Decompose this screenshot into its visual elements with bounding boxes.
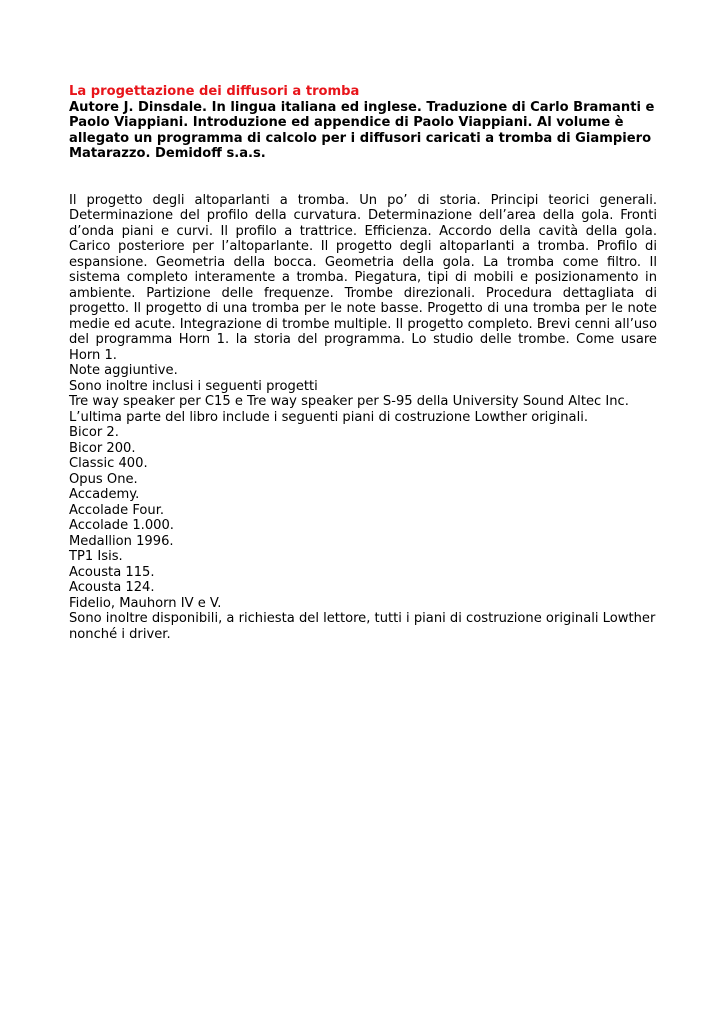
closing-paragraph: Sono inoltre disponibili, a richiesta del lettore, tutti i piani di costruzione originali Lowther nonché i driver. <box>69 611 656 642</box>
plan-item: Classic 400. <box>69 456 148 471</box>
authors-credits: Autore J. Dinsdale. In lingua italiana ed inglese. Traduzione di Carlo Bramanti e Paolo Viappiani. Introduzione ed appendice di Paolo Viappiani. Al volume è allegato un programma di calcolo per i diffusori caricati a tromba di Giampiero Matarazzo. Demidoff s.a.s. <box>69 99 655 161</box>
plans-intro: L’ultima parte del libro include i seguenti piani di costruzione Lowther originali. <box>69 409 589 425</box>
plan-item: Bicor 2. <box>69 425 119 440</box>
plan-item: Fidelio, Mauhorn IV e V. <box>69 595 222 611</box>
plan-item: Acousta 115. <box>69 564 155 580</box>
plan-item: Opus One. <box>69 471 138 487</box>
plan-item: Medallion 1996. <box>69 533 174 549</box>
plan-item: Accademy. <box>69 487 140 502</box>
plan-item: TP1 Isis. <box>69 549 123 564</box>
plan-item: Acousta 124. <box>69 580 155 595</box>
plan-item: Accolade Four. <box>69 502 165 518</box>
contents-paragraph: Il progetto degli altoparlanti a tromba. Un po’ di storia. Principi teorici generali. Determinazione del profilo della curvatura. Determinazione dell’area della gola. Fronti d’onda piani e curvi. Il profilo a trattrice. Efficienza. Accordo della cavità della gola. Carico posteriore per l’altoparlante. Il progetto degli altoparlanti a tromba. Profilo di espansione. Geometria della bocca. Geometria della gola. La tromba come filtro. Il sistema completo interamente a tromba. Piegatura, tipi di mobili e posizionamento in ambiente. Partizione delle frequenze. Trombe direzionali. Procedura dettagliata di progetto. Il progetto di una tromba per le note basse. Progetto di una tromba per le note medie ed acute. Integrazione di trombe multiple. Il progetto completo. Brevi cenni all’uso del programma Horn 1. la storia del programma. Lo studio delle trombe. Come usare Horn 1. <box>69 192 657 363</box>
plans-list <box>69 425 657 611</box>
notes-line: Note aggiuntive. <box>69 363 178 378</box>
document-title: La progettazione dei diffusori a tromba <box>69 84 360 99</box>
section-spacer <box>69 162 657 193</box>
projects-line: Tre way speaker per C15 e Tre way speaker per S-95 della University Sound Altec Inc. <box>69 394 629 409</box>
plan-item: Accolade 1.000. <box>69 518 174 533</box>
plan-item: Bicor 200. <box>69 440 136 456</box>
document-page <box>69 84 657 642</box>
projects-intro: Sono inoltre inclusi i seguenti progetti <box>69 378 318 394</box>
